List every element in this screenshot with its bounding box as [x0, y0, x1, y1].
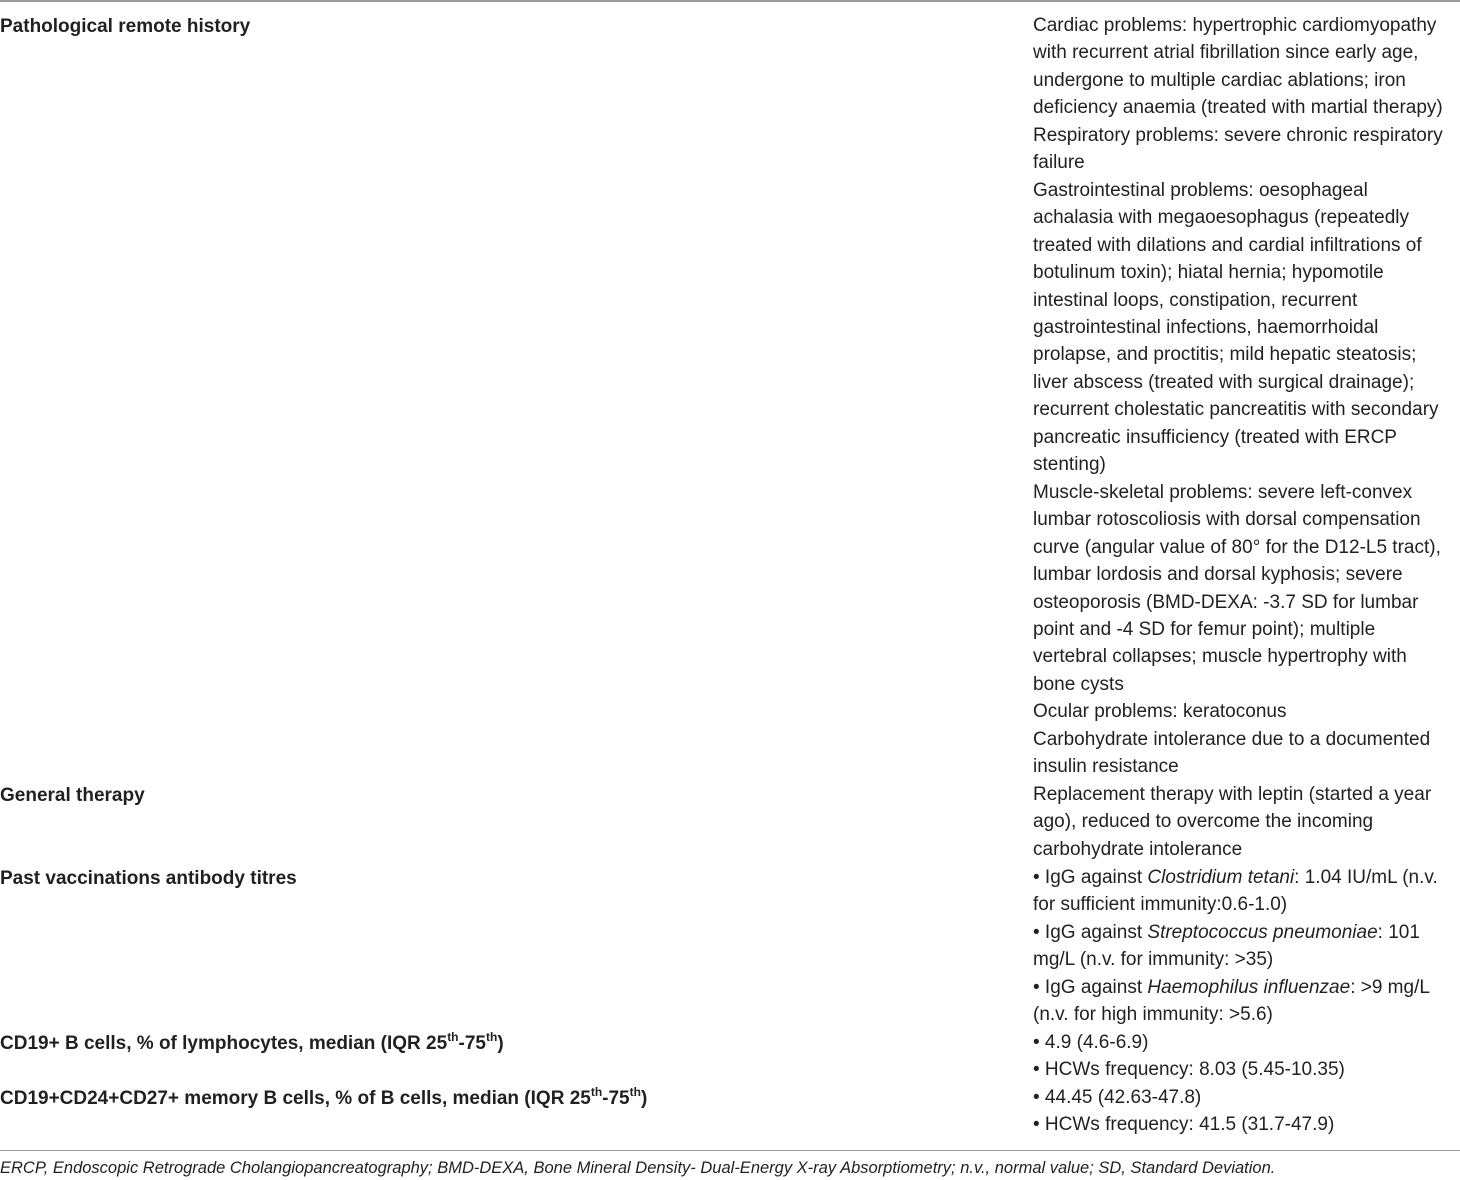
value-line: • 4.9 (4.6-6.9) — [1033, 1032, 1149, 1053]
value-line: achalasia with megaoesophagus (repeatedly — [1033, 207, 1410, 229]
value-line: Gastrointestinal problems: oesophageal — [1033, 179, 1368, 201]
table-top-rule — [0, 0, 1460, 2]
row-label-general-therapy: General therapy — [0, 785, 145, 806]
value-line: Muscle-skeletal problems: severe left-convex — [1033, 481, 1413, 503]
row-label-vaccination-titres: Past vaccinations antibody titres — [0, 868, 297, 889]
value-line: • HCWs frequency: 8.03 (5.45-10.35) — [1033, 1059, 1345, 1081]
value-line: carbohydrate intolerance — [1033, 838, 1243, 860]
value-line: insulin resistance — [1033, 756, 1179, 778]
titre-item-tetani-cont: for sufficient immunity:0.6-1.0) — [1033, 894, 1288, 916]
value-line: • HCWs frequency: 41.5 (31.7-47.9) — [1033, 1114, 1335, 1136]
value-line: undergone to multiple cardiac ablations; iron — [1033, 69, 1406, 91]
value-line: Respiratory problems: severe chronic respiratory — [1033, 124, 1443, 146]
titre-item-influenzae-cont: (n.v. for high immunity: >5.6) — [1033, 1004, 1273, 1026]
value-line: Cardiac problems: hypertrophic cardiomyopathy — [1033, 15, 1437, 36]
row-label-pathological-history: Pathological remote history — [0, 16, 251, 37]
row-label-cd19-b-cells: CD19+ B cells, % of lymphocytes, median (IQR 25th-75th) — [0, 1029, 504, 1054]
organism-name: Clostridium tetani — [1147, 867, 1295, 888]
value-line: prolapse, and proctitis; mild hepatic steatosis; — [1033, 344, 1417, 366]
value-line: recurrent cholestatic pancreatitis with secondary — [1033, 399, 1439, 421]
value-line: pancreatic insufficiency (treated with ERCP — [1033, 426, 1397, 448]
organism-name: Haemophilus influenzae — [1147, 976, 1351, 998]
row-value-general-therapy — [1033, 781, 1460, 863]
value-line: botulinum toxin); hiatal hernia; hypomotile — [1033, 262, 1384, 284]
value-line: lumbar rotoscoliosis with dorsal compensation — [1033, 509, 1421, 531]
value-line: lumbar lordosis and dorsal kyphosis; severe — [1033, 564, 1403, 586]
organism-name: Streptococcus pneumoniae — [1147, 921, 1378, 943]
row-value-memory-b-cells — [1033, 1084, 1460, 1139]
value-line: Replacement therapy with leptin (started a year — [1033, 784, 1432, 805]
titre-item-pneumoniae: • IgG against Streptococcus pneumoniae: 101 — [1033, 921, 1420, 943]
table-bottom-rule — [0, 1150, 1460, 1151]
value-line: treated with dilations and cardial infiltrations of — [1033, 234, 1422, 256]
value-line: with recurrent atrial fibrillation since early age, — [1033, 42, 1419, 64]
row-value-cd19-b-cells — [1033, 1029, 1460, 1084]
value-line: curve (angular value of 80° for the D12-L5 tract), — [1033, 536, 1441, 558]
value-line: Ocular problems: keratoconus — [1033, 701, 1287, 723]
value-line: intestinal loops, constipation, recurrent — [1033, 289, 1358, 311]
titre-item-pneumoniae-cont: mg/L (n.v. for immunity: >35) — [1033, 949, 1274, 971]
row-value-vaccination-titres — [1033, 864, 1460, 1029]
value-line: vertebral collapses; muscle hypertrophy with — [1033, 646, 1407, 668]
value-line: failure — [1033, 152, 1085, 174]
value-line: ago), reduced to overcome the incoming — [1033, 811, 1374, 833]
titre-item-tetani: • IgG against Clostridium tetani: 1.04 IU/mL (n.v. — [1033, 867, 1438, 888]
value-line: liver abscess (treated with surgical drainage); — [1033, 371, 1415, 393]
titre-item-influenzae: • IgG against Haemophilus influenzae: >9 mg/L — [1033, 976, 1430, 998]
value-line: stenting) — [1033, 454, 1106, 476]
value-line: bone cysts — [1033, 673, 1124, 695]
table-footnote: ERCP, Endoscopic Retrograde Cholangiopancreatography; BMD-DEXA, Bone Mineral Density- Dual-Energy X-ray Absorptiometry; n.v., normal value; SD, Standard Deviation. — [0, 1159, 1276, 1177]
row-value-pathological-history — [1033, 12, 1460, 781]
value-line: deficiency anaemia (treated with martial therapy) — [1033, 97, 1443, 119]
value-line: Carbohydrate intolerance due to a documented — [1033, 728, 1431, 750]
value-line: osteoporosis (BMD-DEXA: -3.7 SD for lumbar — [1033, 591, 1419, 613]
value-line: • 44.45 (42.63-47.8) — [1033, 1087, 1202, 1108]
row-label-memory-b-cells: CD19+CD24+CD27+ memory B cells, % of B cells, median (IQR 25th-75th) — [0, 1084, 648, 1109]
value-line: point and -4 SD for femur point); multiple — [1033, 618, 1376, 640]
value-line: gastrointestinal infections, haemorrhoidal — [1033, 316, 1379, 338]
